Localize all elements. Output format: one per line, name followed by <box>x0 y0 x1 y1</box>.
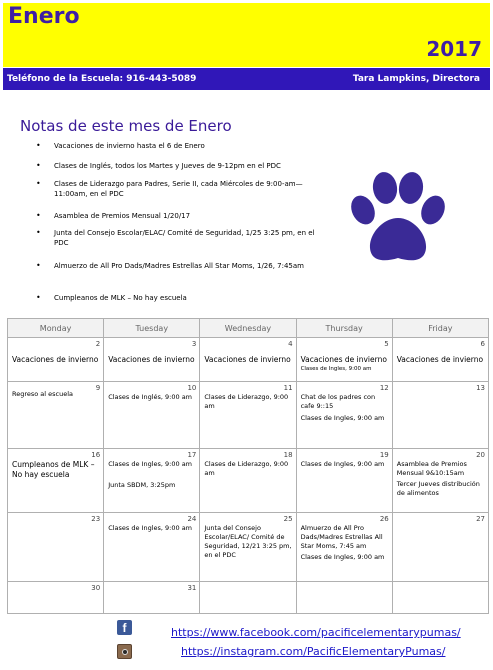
day-event: Regreso al escuela <box>12 390 74 398</box>
header-band <box>3 3 490 67</box>
day-event: Tercer Jueves distribución de alimentos <box>396 480 480 497</box>
calendar-week <box>8 382 489 449</box>
day-cell <box>104 513 200 582</box>
facebook-link[interactable]: https://www.facebook.com/pacificelementarypumas/ <box>171 626 461 639</box>
day-event: Clases de Inglés, 9:00 am <box>108 393 193 401</box>
day-event: Clases de Ingles, 9:00 am <box>108 460 193 468</box>
day-event: Clases de Ingles, 9:00 am <box>108 524 193 532</box>
day-cell <box>200 338 296 382</box>
contact-bar <box>3 68 490 90</box>
day-number: 31 <box>187 584 197 592</box>
note-item: • Cumpleanos de MLK – No hay escuela <box>54 293 316 303</box>
day-number: 24 <box>187 515 197 523</box>
calendar-table <box>7 318 489 614</box>
day-event: Clases de Ingles, 9:00 am <box>300 366 372 372</box>
day-number: 27 <box>476 515 485 523</box>
day-event: Junta SBDM, 3:25pm <box>108 481 176 489</box>
day-cell <box>392 513 488 582</box>
day-event: Vacaciones de invierno <box>396 355 484 364</box>
day-number: 2 <box>95 340 101 348</box>
day-number: 16 <box>91 451 101 459</box>
day-event: Vacaciones de invierno <box>12 355 99 364</box>
day-number: 19 <box>379 451 389 459</box>
day-number: 3 <box>191 340 197 348</box>
day-number: 4 <box>288 340 293 348</box>
camera-lens <box>122 649 128 655</box>
calendar-week <box>8 582 489 614</box>
day-cell <box>200 582 296 614</box>
day-header: Wednesday <box>200 319 296 338</box>
calendar-week <box>8 338 489 382</box>
day-header: Thursday <box>296 319 392 338</box>
day-event: Asamblea de Premios Mensual 9&10:15am <box>396 460 467 477</box>
notes-heading: Notas de este mes de Enero <box>20 117 232 135</box>
note-item: • Clases de Liderazgo para Padres, Serie II, cada Miércoles de 9:00-am—11:00am, en el PDC <box>54 179 316 199</box>
day-cell <box>8 513 104 582</box>
day-cell <box>200 449 296 513</box>
instagram-link[interactable]: https://instagram.com/PacificElementaryPumas/ <box>181 645 446 658</box>
day-cell <box>392 449 488 513</box>
day-event: Clases de Ingles, 9:00 am <box>300 553 385 561</box>
day-event: Clases de Ingles, 9:00 am <box>300 414 385 422</box>
day-number: 5 <box>384 340 389 348</box>
day-number: 30 <box>91 584 101 592</box>
day-cell <box>104 449 200 513</box>
calendar-week <box>8 449 489 513</box>
day-number: 18 <box>283 451 293 459</box>
day-cell <box>104 582 200 614</box>
school-phone: Teléfono de la Escuela: 916-443-5089 <box>7 74 197 84</box>
paw-print-icon <box>343 170 453 270</box>
day-header: Friday <box>392 319 488 338</box>
note-item: • Vacaciones de invierno hasta el 6 de Enero <box>54 141 316 151</box>
note-item: • Clases de Inglés, todos los Martes y Jueves de 9-12pm en el PDC <box>54 161 316 171</box>
day-cell <box>296 338 392 382</box>
day-event: Clases de Liderazgo, 9:00 am <box>204 460 289 477</box>
day-number: 20 <box>476 451 485 459</box>
day-event: Chat de los padres con cafe 9::15 <box>300 393 376 410</box>
calendar-week <box>8 513 489 582</box>
day-number: 25 <box>283 515 293 523</box>
note-item: • Junta del Consejo Escolar/ELAC/ Comité de Seguridad, 1/25 3:25 pm, en el PDC <box>54 228 316 248</box>
day-cell <box>8 382 104 449</box>
day-header: Monday <box>8 319 104 338</box>
day-number: 12 <box>379 384 389 392</box>
day-cell <box>200 382 296 449</box>
day-cell <box>8 582 104 614</box>
day-event: Vacaciones de invierno <box>108 355 195 364</box>
day-cell <box>200 513 296 582</box>
day-event: Cumpleanos de MLK – No hay escuela <box>12 460 95 479</box>
day-number: 17 <box>187 451 197 459</box>
day-cell <box>296 513 392 582</box>
day-event: Junta del Consejo Escolar/ELAC/ Comité de Seguridad, 12/21 3:25 pm, en el PDC <box>204 524 292 559</box>
day-cell <box>392 382 488 449</box>
day-number: 13 <box>476 384 485 392</box>
instagram-icon[interactable] <box>117 644 132 659</box>
facebook-icon[interactable]: f <box>117 620 132 635</box>
day-number: 26 <box>379 515 389 523</box>
day-cell <box>104 338 200 382</box>
day-cell <box>104 382 200 449</box>
day-number: 9 <box>95 384 101 392</box>
day-event: Vacaciones de invierno <box>204 355 291 364</box>
principal-name: Tara Lampkins, Directora <box>352 74 480 84</box>
day-cell <box>296 382 392 449</box>
day-event: Vacaciones de invierno <box>300 355 387 364</box>
day-header: Tuesday <box>104 319 200 338</box>
day-event: Clases de Ingles, 9:00 am <box>300 460 385 468</box>
day-event: Clases de Liderazgo, 9:00 am <box>204 393 289 410</box>
day-number: 11 <box>283 384 293 392</box>
day-cell <box>392 338 488 382</box>
day-cell <box>8 449 104 513</box>
day-number: 6 <box>480 340 485 348</box>
note-item: • Asamblea de Premios Mensual 1/20/17 <box>54 211 316 221</box>
day-cell <box>296 582 392 614</box>
year-title: 2017 <box>426 37 482 61</box>
day-event: Almuerzo de All Pro Dads/Madres Estrellas All Star Moms, 7:45 am <box>300 524 383 550</box>
day-number: 10 <box>187 384 197 392</box>
day-number: 23 <box>91 515 101 523</box>
day-cell <box>296 449 392 513</box>
day-cell <box>8 338 104 382</box>
day-cell <box>392 582 488 614</box>
note-item: • Almuerzo de All Pro Dads/Madres Estrellas All Star Moms, 1/26, 7:45am <box>54 261 316 271</box>
month-title: Enero <box>8 4 80 29</box>
